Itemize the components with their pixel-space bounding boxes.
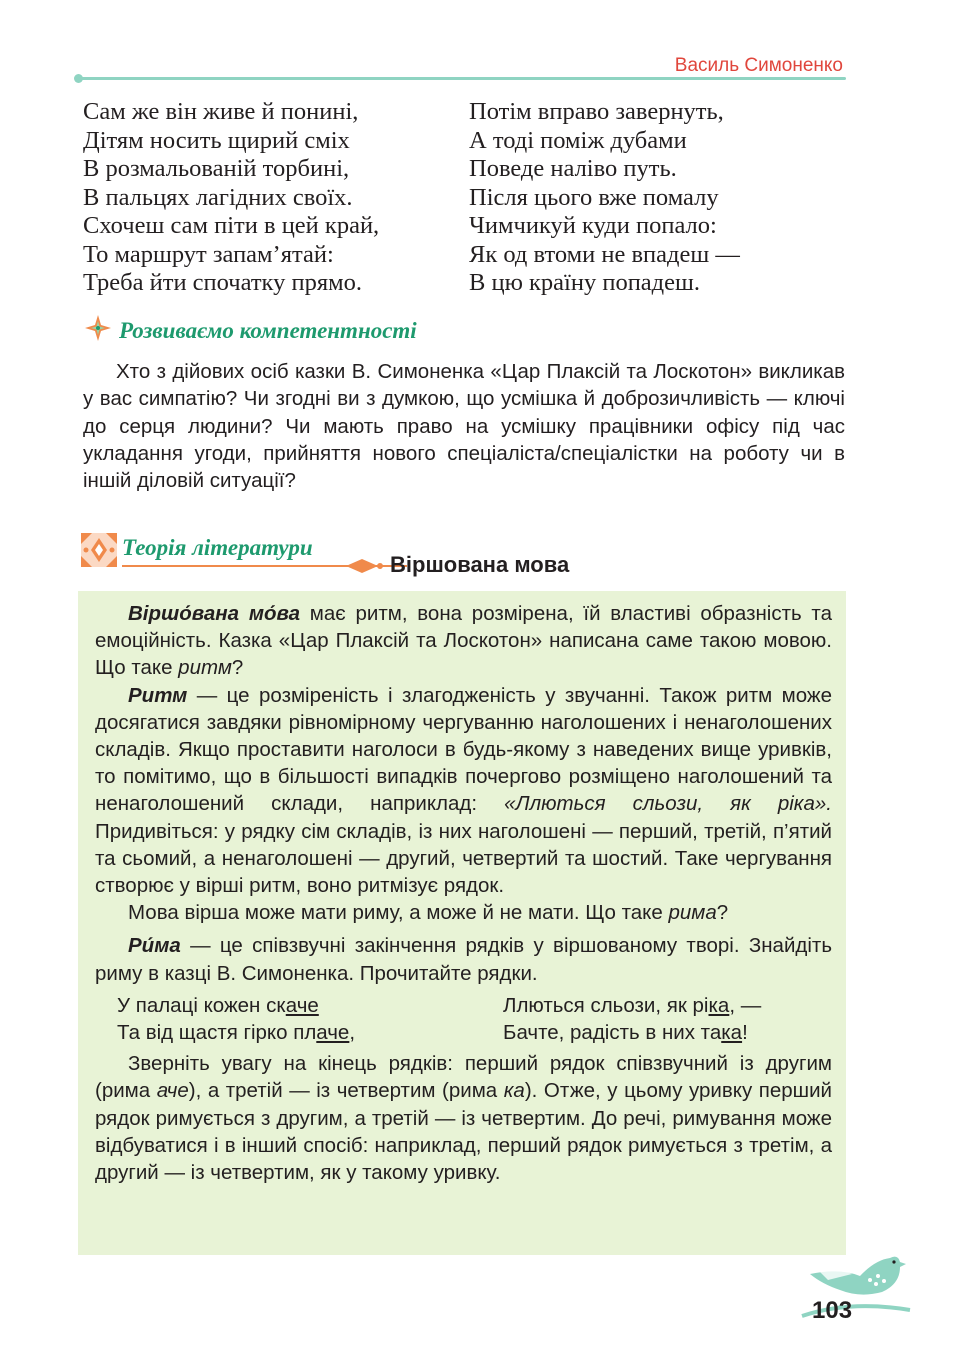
- emphasis: аче: [156, 1079, 189, 1103]
- poem-line: Після цього вже помалу: [469, 183, 719, 211]
- emphasis: ка: [503, 1079, 525, 1103]
- verse-text: Бачте, радість в них та: [503, 1021, 722, 1045]
- poem-line: Схочеш сам піти в цей край,: [83, 212, 380, 239]
- poem-left-column: [83, 98, 379, 298]
- rhyme-left-column: [95, 992, 481, 1046]
- paragraph-text: Зверніть увагу на кінець рядків: перший рядок співзвучний із другим (рима: [95, 1052, 832, 1103]
- verse-line: [117, 1019, 481, 1046]
- competences-title: Розвиваємо компетентності: [119, 317, 417, 343]
- theory-heading: [80, 530, 640, 582]
- rhyme-ending: аче: [285, 993, 319, 1017]
- verse-line: [503, 1019, 761, 1046]
- theory-title: Теорія літератури: [122, 535, 313, 560]
- theory-paragraph: [95, 682, 832, 900]
- competences-paragraph: Хто з дійових осіб казки В. Симоненка «Цар Плаксій та Лоскотон» викликав у вас симпатію? Чи згодні ви з думкою, що усмішка й доброзичливість — ключі до серця людини? Чи мають право на усмішку працівники офісу під час укладання угоди, прийняття нового спеціаліста/спеціалістки на роботу чи в іншій діловій ситуації?: [83, 360, 845, 493]
- verse-text: ,: [349, 1021, 356, 1045]
- poem-line: А тоді поміж дубами: [469, 126, 687, 154]
- emphasis: «Ллються сльози, як ріка».: [504, 792, 832, 816]
- paragraph-text: ?: [716, 901, 729, 925]
- arrow-diamond-icon: [340, 557, 384, 580]
- verse-text: Та від щастя гірко пл: [117, 1021, 317, 1045]
- paragraph-text: — це розміреність і злагодженість у звучанні. Також ритм може досягатися завдяки рівномірному чергуванню наголошених і ненаголошених складів. Якщо проставити наголоси в будь-якому з наведених вище уривків, то помітимо, що в більшості випадків почергово розміщено наголошений та ненаголошений склади, наприклад:: [95, 683, 832, 816]
- poem-line: Поведе наліво путь.: [469, 155, 677, 182]
- poem-line: В пальцях лагідних своїх.: [83, 183, 353, 211]
- poem-line: Сам же він живе й понині,: [83, 98, 359, 125]
- theory-paragraph: [95, 899, 832, 926]
- paragraph-text: має ритм, вона розмірена, їй властиві образність та емоційність. Казка «Цар Плаксій та Лоскотон» написана саме такою мовою. Що таке: [95, 602, 832, 680]
- theory-box-text: [95, 600, 832, 1186]
- poem-line: Як од втоми не впадеш —: [469, 240, 740, 268]
- poem-line: В цю країну попадеш.: [469, 269, 701, 296]
- poem-right-column: [469, 98, 740, 298]
- term: Ри́ма: [128, 934, 181, 958]
- emphasis: рима: [668, 901, 717, 925]
- header-rule: [78, 77, 846, 80]
- rhyme-right-column: [481, 992, 761, 1046]
- paragraph-text: Придивіться: у рядку сім складів, із них наголошені — перший, третій, п’ятий та сьомий, а ненаголошені — другий, четвертий та шостий. Таке чергування створює у вірші ритм, воно ритмізує рядок.: [95, 819, 832, 898]
- page-number: 103: [812, 1297, 853, 1324]
- rhyme-ending: аче: [316, 1021, 350, 1045]
- paragraph-text: ), а третій — із четвертим (рима: [188, 1079, 504, 1103]
- poem-line: То маршрут запам’ятай:: [83, 240, 334, 268]
- poem-line: Чимчикуй куди попало:: [469, 212, 717, 239]
- emphasis: ритм: [178, 656, 232, 680]
- verse-text: У палаці кожен ск: [117, 993, 286, 1017]
- theory-paragraph: [95, 932, 832, 986]
- verse-line: [503, 992, 761, 1019]
- verse-text: , —: [729, 993, 762, 1017]
- poem-line: Треба йти спочатку прямо.: [83, 269, 362, 296]
- rhyme-example: [95, 992, 832, 1046]
- paragraph-text: — це співзвучні закінчення рядків у віршованому творі. Знайдіть риму в казці В. Симоненка. Прочитайте рядки.: [95, 934, 832, 985]
- running-header-author: Василь Симоненко: [674, 55, 843, 76]
- rhyme-ending: ка: [708, 993, 730, 1017]
- theory-subtitle: Віршована мова: [390, 552, 570, 577]
- competences-text: [83, 358, 845, 494]
- rhyme-ending: ка: [721, 1021, 743, 1045]
- paragraph-text: Мова вірша може мати риму, а може й не мати. Що таке: [128, 901, 669, 925]
- paragraph-text: ?: [231, 656, 244, 680]
- ornament-icon: [80, 532, 118, 573]
- theory-paragraph: [95, 600, 832, 682]
- verse-text: !: [742, 1021, 748, 1045]
- poem-line: Потім вправо завернуть,: [469, 98, 724, 125]
- term: Віршо́вана мо́ва: [128, 602, 301, 625]
- verse-line: [117, 992, 481, 1019]
- poem-line: Дітям носить щирий сміх: [83, 126, 350, 154]
- competences-heading: [83, 314, 417, 347]
- verse-text: Ллються сльози, як рі: [503, 993, 709, 1017]
- paragraph-text: ). Отже, у цьому уривку перший рядок римується з другим, а третій — із четвертим. До речі, римування може відбуватися і в інший спосіб: наприклад, перший рядок римується з третім, а другий — із четвертим, як у такому уривку.: [95, 1079, 833, 1185]
- theory-paragraph: [95, 1050, 832, 1186]
- sparkle-icon: [83, 314, 113, 347]
- poem-line: В розмальованій торбині,: [83, 155, 350, 182]
- term: Ритм: [128, 683, 188, 707]
